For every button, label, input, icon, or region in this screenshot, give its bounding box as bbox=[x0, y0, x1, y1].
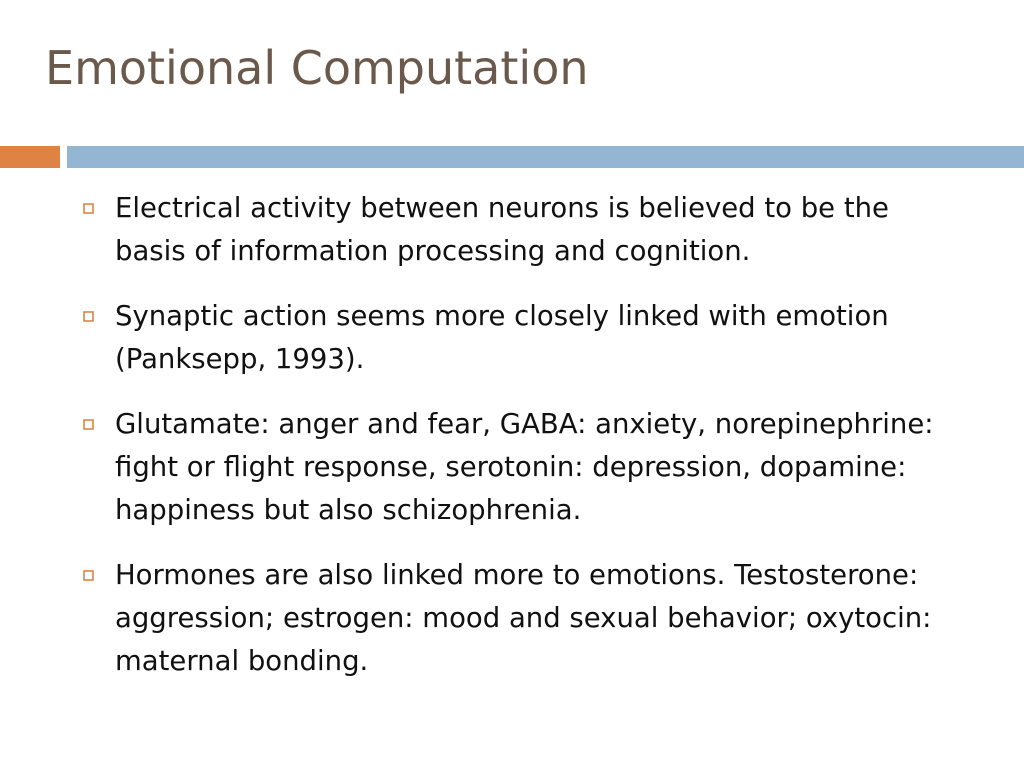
bullet-text: Glutamate: anger and fear, GABA: anxiety, norepinephrine: fight or flight response, serotonin: depression, dopamine: happiness but also schizophrenia. bbox=[115, 408, 934, 526]
bullet-text: Electrical activity between neurons is believed to be the basis of information processing and cognition. bbox=[115, 192, 889, 267]
bullet-item bbox=[80, 554, 960, 683]
bullet-list bbox=[80, 187, 960, 705]
bullet-item bbox=[80, 295, 960, 381]
accent-bar-blue bbox=[67, 146, 1024, 168]
accent-bar-orange bbox=[0, 146, 60, 168]
slide-title: Emotional Computation bbox=[45, 41, 589, 95]
square-outline-bullet-icon bbox=[83, 419, 94, 430]
bullet-text: Hormones are also linked more to emotions. Testosterone: aggression; estrogen: mood and sexual behavior; oxytocin: maternal bonding. bbox=[115, 559, 932, 677]
bullet-item bbox=[80, 187, 960, 273]
square-outline-bullet-icon bbox=[83, 203, 94, 214]
bullet-text: Synaptic action seems more closely linked with emotion (Panksepp, 1993). bbox=[115, 300, 889, 375]
square-outline-bullet-icon bbox=[83, 570, 94, 581]
bullet-item bbox=[80, 403, 960, 532]
square-outline-bullet-icon bbox=[83, 311, 94, 322]
